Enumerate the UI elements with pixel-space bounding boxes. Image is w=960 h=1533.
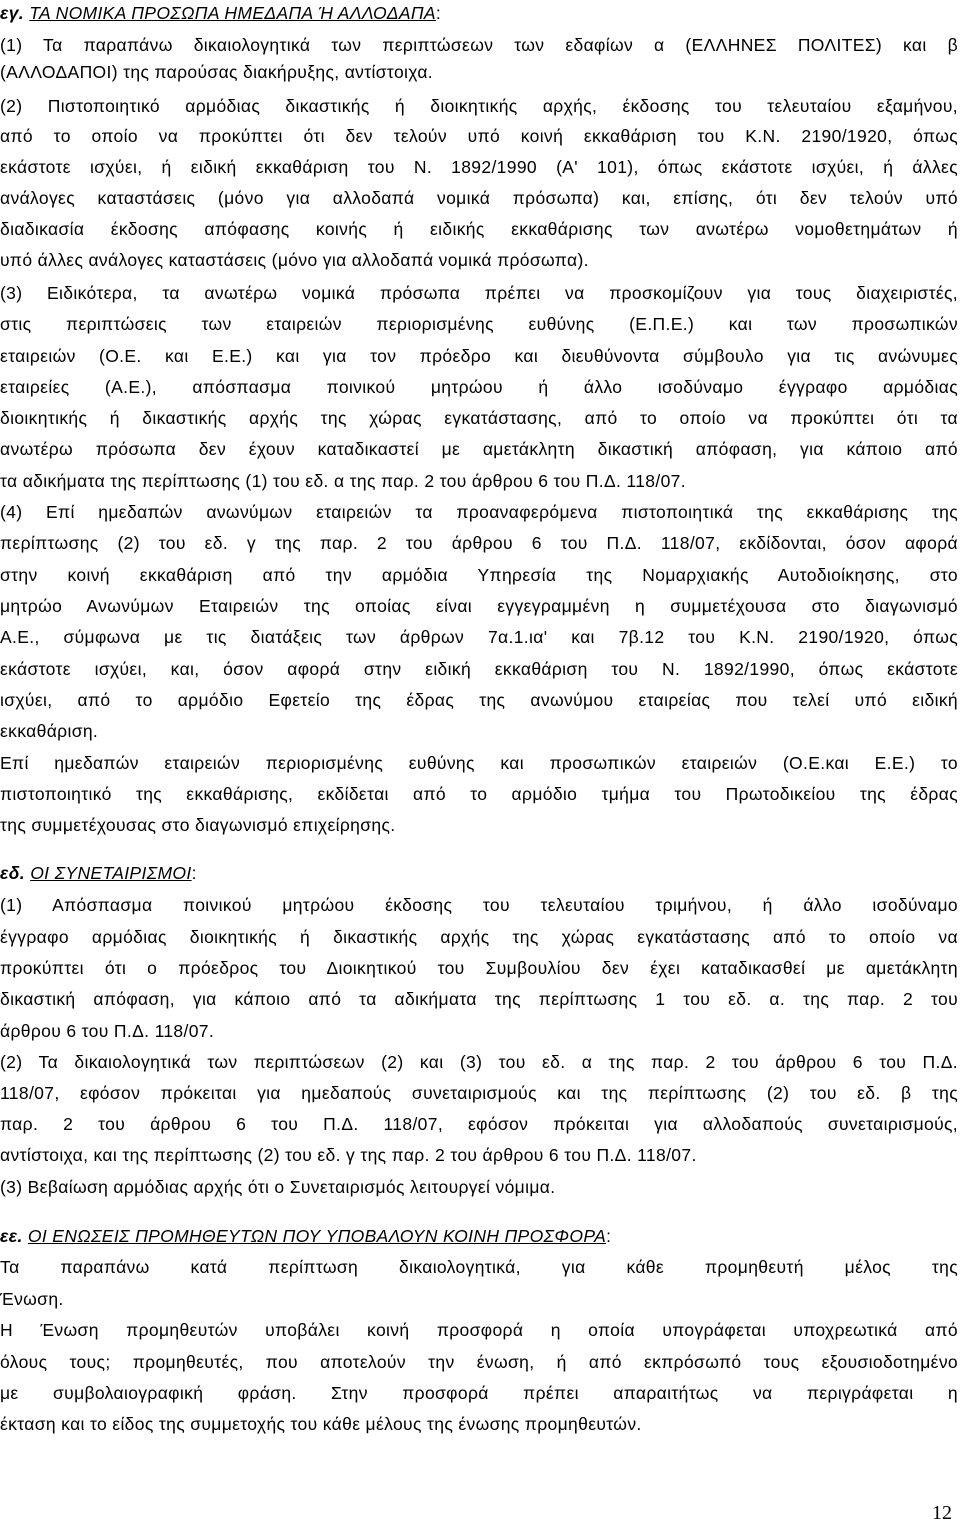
section-title: ΤΑ ΝΟΜΙΚΑ ΠΡΟΣΩΠΑ ΗΜΕΔΑΠΑ Ή ΑΛΛΟΔΑΠΑ <box>29 3 436 23</box>
paragraph-line: (1) Τα παραπάνω δικαιολογητικά των περιπτώσεων των εδαφίων α (ΕΛΛΗΝΕΣ ΠΟΛΙΤΕΣ) και β <box>0 35 958 55</box>
paragraph-line: της συμμετέχουσας στο διαγωνισμό επιχείρησης. <box>0 815 396 835</box>
paragraph-line: στις περιπτώσεις των εταιρειών περιορισμένης ευθύνης (Ε.Π.Ε.) και των προσωπικών <box>0 314 958 334</box>
section-colon: : <box>191 863 197 883</box>
paragraph-line: περίπτωσης (2) του εδ. γ της παρ. 2 του άρθρου 6 του Π.Δ. 118/07, εκδίδονται, όσον αφορά <box>0 533 958 553</box>
paragraph-line: εταιρειών (Ο.Ε. και Ε.Ε.) και για τον πρόεδρο και διευθύνοντα σύμβουλο για τις ανώνυμες <box>0 346 958 366</box>
paragraph-line: τα αδικήματα της περίπτωσης (1) του εδ. α της παρ. 2 του άρθρου 6 του Π.Δ. 118/07. <box>0 471 686 491</box>
section-heading-cooperatives <box>0 862 958 884</box>
paragraph-line: διαδικασία έκδοσης απόφασης κοινής ή ειδικής εκκαθάρισης των ανωτέρω νομοθετημάτων ή <box>0 219 958 239</box>
paragraph-line: πιστοποιητικό της εκκαθάρισης, εκδίδεται από το αρμόδιο τμήμα του Πρωτοδικείου της έδρας <box>0 784 958 804</box>
paragraph-line: ισχύει, από το αρμόδιο Εφετείο της έδρας της ανωνύμου εταιρείας που τελεί υπό ειδική <box>0 690 958 710</box>
paragraph-line: ανάλογες καταστάσεις (μόνο για αλλοδαπά νομικά πρόσωπα) και, επίσης, ότι δεν τελούν υπό <box>0 188 958 208</box>
paragraph-line: (1) Απόσπασμα ποινικού μητρώου έκδοσης του τελευταίου τριμήνου, ή άλλο ισοδύναμο <box>0 895 958 915</box>
paragraph-line: (3) Ειδικότερα, τα ανωτέρω νομικά πρόσωπα πρέπει να προσκομίζουν για τους διαχειριστές, <box>0 283 958 303</box>
section-label: εγ. <box>0 3 25 23</box>
paragraph-line: όλους τους; προμηθευτές, που αποτελούν την ένωση, ή από εκπρόσωπό τους εξουσιοδοτημένο <box>0 1352 958 1372</box>
paragraph-line: διοικητικής ή δικαστικής αρχής της χώρας εγκατάστασης, από το οποίο να προκύπτει ότι τα <box>0 408 958 428</box>
section-title: ΟΙ ΣΥΝΕΤΑΙΡΙΣΜΟΙ <box>30 863 192 883</box>
section-heading-legal-entities <box>0 2 958 24</box>
paragraph-line: 118/07, εφόσον πρόκειται για ημεδαπούς συνεταιρισμούς και της περίπτωσης (2) του εδ. β της <box>0 1083 958 1103</box>
paragraph-line: (ΑΛΛΟΔΑΠΟΙ) της παρούσας διακήρυξης, αντίστοιχα. <box>0 62 434 82</box>
paragraph-line: εκάστοτε ισχύει, και, όσον αφορά στην ειδική εκκαθάριση του Ν. 1892/1990, όπως εκάστοτε <box>0 659 958 679</box>
paragraph-line: μητρώο Ανωνύμων Εταιρειών της οποίας είναι εγγεγραμμένη η συμμετέχουσα στο διαγωνισμό <box>0 596 958 616</box>
paragraph-line: παρ. 2 του άρθρου 6 του Π.Δ. 118/07, εφόσον πρόκειται για αλλοδαπούς συνεταιρισμούς, <box>0 1114 958 1134</box>
paragraph-line: Επί ημεδαπών εταιρειών περιορισμένης ευθύνης και προσωπικών εταιρειών (Ο.Ε.και Ε.Ε.) το <box>0 753 958 773</box>
paragraph-line: (2) Τα δικαιολογητικά των περιπτώσεων (2) και (3) του εδ. α της παρ. 2 του άρθρου 6 του Π.Δ. <box>0 1052 958 1072</box>
paragraph-line: δικαστική απόφαση, για κάποιο από τα αδικήματα της περίπτωσης 1 του εδ. α. της παρ. 2 του <box>0 989 958 1009</box>
section-title: ΟΙ ΕΝΩΣΕΙΣ ΠΡΟΜΗΘΕΥΤΩΝ ΠΟΥ ΥΠΟΒΑΛΟΥΝ ΚΟΙΝΗ ΠΡΟΣΦΟΡΑ <box>27 1226 607 1246</box>
paragraph-line: με συμβολαιογραφική φράση. Στην προσφορά πρέπει απαραιτήτως να περιγράφεται η <box>0 1383 958 1403</box>
paragraph-line: αντίστοιχα, και της περίπτωσης (2) του εδ. γ της παρ. 2 του άρθρου 6 του Π.Δ. 118/07. <box>0 1145 697 1165</box>
section-label: εε. <box>0 1226 23 1246</box>
paragraph-line: ανωτέρω πρόσωπα δεν έχουν καταδικαστεί με αμετάκλητη δικαστική απόφαση, για κάποιο από <box>0 439 958 459</box>
paragraph-line: υπό άλλες ανάλογες καταστάσεις (μόνο για αλλοδαπά νομικά πρόσωπα). <box>0 250 589 270</box>
paragraph-line: (3) Βεβαίωση αρμόδιας αρχής ότι ο Συνεταιρισμός λειτουργεί νόμιμα. <box>0 1177 556 1197</box>
page-number: 12 <box>932 1502 952 1524</box>
section-heading-supplier-unions <box>0 1225 958 1247</box>
paragraph-line: (2) Πιστοποιητικό αρμόδιας δικαστικής ή διοικητικής αρχής, έκδοσης του τελευταίου εξαμήνου, <box>0 96 958 116</box>
paragraph-line: Ένωση. <box>0 1289 64 1309</box>
section-colon: : <box>435 3 442 23</box>
paragraph-line: εταιρείες (Α.Ε.), απόσπασμα ποινικού μητρώου ή άλλο ισοδύναμο έγγραφο αρμόδιας <box>0 377 958 397</box>
paragraph-line: Η Ένωση προμηθευτών υποβάλει κοινή προσφορά η οποία υπογράφεται υποχρεωτικά από <box>0 1320 958 1340</box>
paragraph-line: στην κοινή εκκαθάριση από την αρμόδια Υπηρεσία της Νομαρχιακής Αυτοδιοίκησης, στο <box>0 565 958 585</box>
paragraph-line: Α.Ε., σύμφωνα με τις διατάξεις των άρθρων 7α.1.ια' και 7β.12 του Κ.Ν. 2190/1920, όπως <box>0 627 958 647</box>
section-label: εδ. <box>0 863 25 883</box>
paragraph-line: εκκαθάριση. <box>0 721 99 741</box>
paragraph-line: από το οποίο να προκύπτει ότι δεν τελούν υπό κοινή εκκαθάριση του Κ.Ν. 2190/1920, όπως <box>0 126 958 146</box>
paragraph-line: εκάστοτε ισχύει, ή ειδική εκκαθάριση του Ν. 1892/1990 (Α' 101), όπως εκάστοτε ισχύει, ή άλλες <box>0 157 958 177</box>
paragraph-line: προκύπτει ότι ο πρόεδρος του Διοικητικού του Συμβουλίου δεν έχει καταδικασθεί με αμετάκλητη <box>0 958 958 978</box>
paragraph-line: άρθρου 6 του Π.Δ. 118/07. <box>0 1021 215 1041</box>
paragraph-line: (4) Επί ημεδαπών ανωνύμων εταιρειών τα προαναφερόμενα πιστοποιητικά της εκκαθάρισης της <box>0 502 958 522</box>
section-colon: : <box>606 1226 612 1246</box>
paragraph-line: έκταση και το είδος της συμμετοχής του κάθε μέλους της ένωσης προμηθευτών. <box>0 1414 642 1434</box>
paragraph-line: Τα παραπάνω κατά περίπτωση δικαιολογητικά, για κάθε προμηθευτή μέλος της <box>0 1257 958 1277</box>
paragraph-line: έγγραφο αρμόδιας διοικητικής ή δικαστικής αρχής της χώρας εγκατάστασης από το οποίο να <box>0 927 958 947</box>
